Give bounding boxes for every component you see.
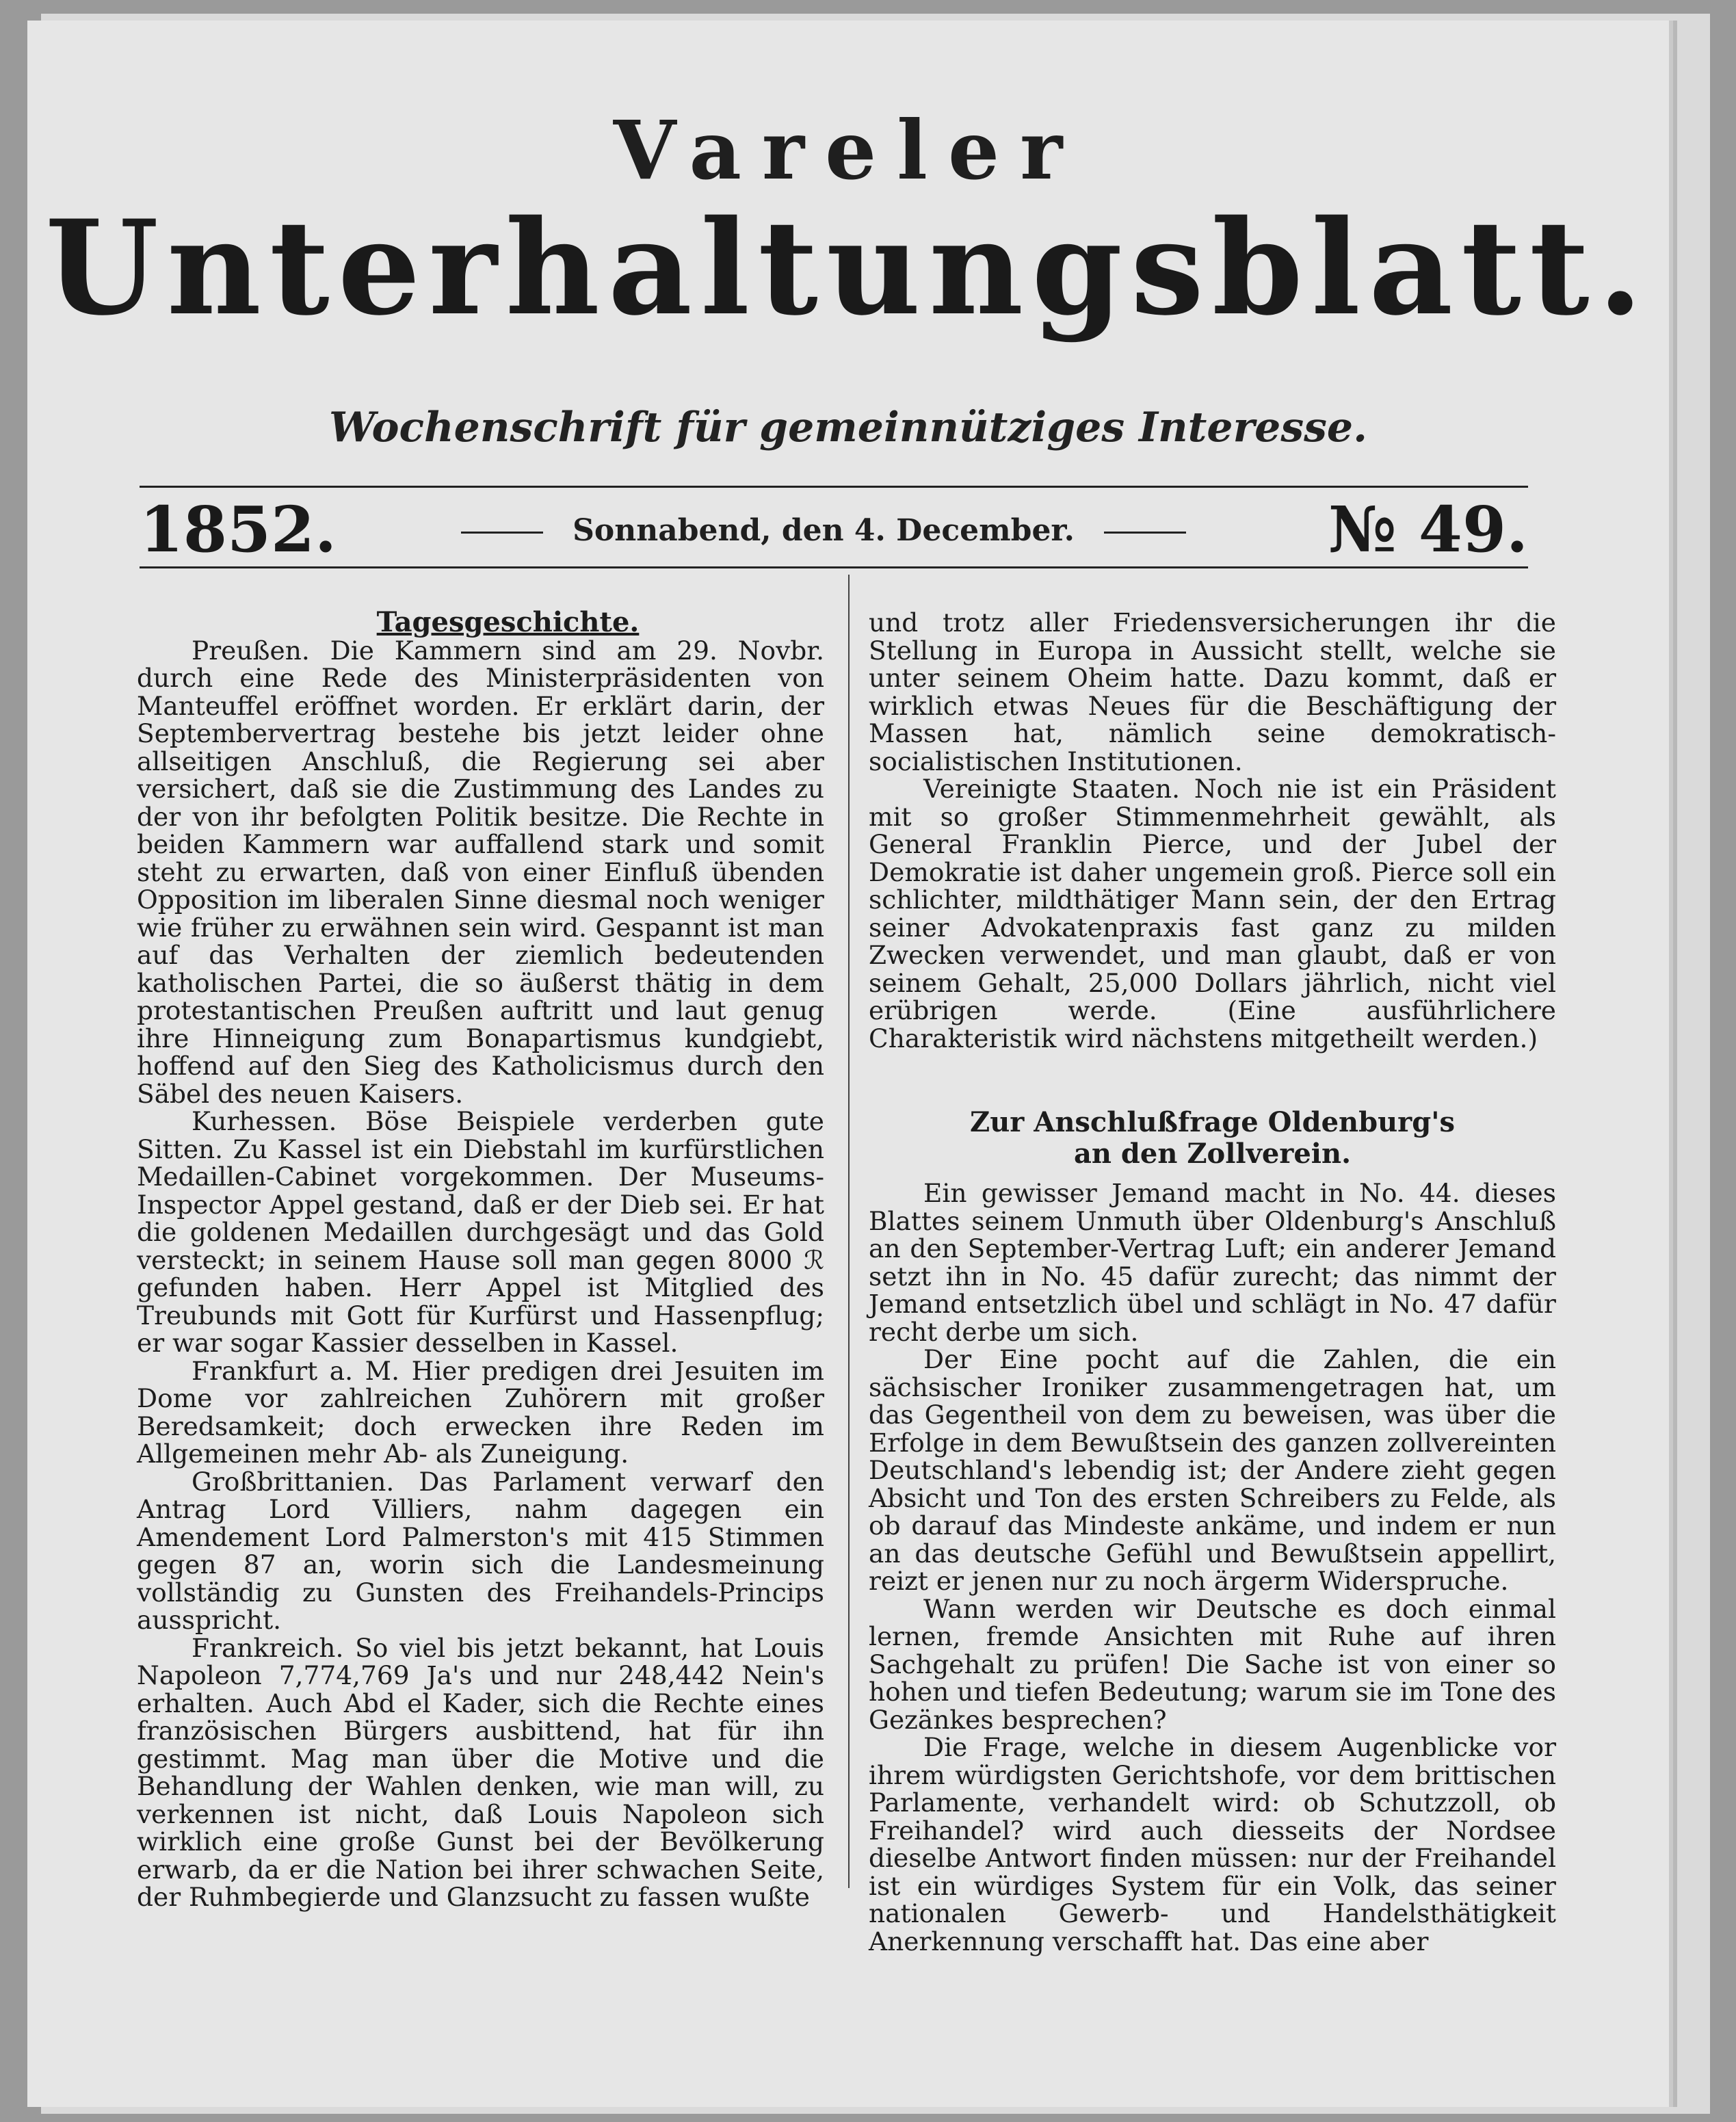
article-paragraph: Ein gewisser Jemand macht in No. 44. dieses Blattes seinem Unmuth über Oldenburg's Anschluß an den September-Vertrag Luft; ein anderer Jemand setzt ihn in No. 45 dafür zurecht; das nimmt der Jemand entsetzlich übel und schlägt in No. 47 dafür recht derbe um sich.: [869, 1178, 1556, 1347]
section-heading-line-1: Zur Anschlußfrage Oldenburg's: [970, 1106, 1455, 1138]
article-paragraph: Der Eine pocht auf die Zahlen, die ein sächsischer Ironiker zusammengetragen hat, um das Gegentheil von dem zu beweisen, was über die Erfolge in dem Bewußtsein des ganzen zollvereinten Deutschland's lebendig ist; der Andere zieht gegen Absicht und Ton des ersten Schreibers zu Felde, als ob darauf das Mindeste ankäme, und indem er nun an das deutsche Gefühl und Bewußtsein appellirt, reizt er jenen nur zu noch ärgerm Widerspruche.: [869, 1344, 1556, 1596]
masthead-title: Unterhaltungsblatt.: [45, 192, 1651, 344]
article-paragraph: Vereinigte Staaten. Noch nie ist ein Präsident mit so großer Stimmenmehrheit gewählt, als General Franklin Pierce, und der Jubel der Demokratie ist daher ungemein groß. Pierce soll ein schlichter, mildthätiger Mann sein, der den Ertrag seiner Advokatenpraxis fast ganz zu milden Zwecken verwendet, und man glaubt, daß er von seinem Gehalt, 25,000 Dollars jährlich, nicht viel erübrigen werde. (Eine ausführlichere Charakteristik wird nächstens mitgetheilt werden.): [869, 774, 1556, 1053]
column-divider: [848, 575, 850, 1888]
article-paragraph: und trotz aller Friedensversicherungen ihr die Stellung in Europa in Aussicht stellt, welche sie unter seinem Oheim hatte. Dazu kommt, daß er wirklich etwas Neues für die Beschäftigung der Massen hat, nämlich seine demokratisch-socialistischen Institutionen.: [869, 607, 1556, 776]
dateline-issue-number: № 49.: [1328, 493, 1528, 566]
dateline-date: Sonnabend, den 4. December.: [573, 513, 1075, 548]
masthead-subtitle: Wochenschrift für gemeinnütziges Interesse.: [329, 404, 1367, 451]
bottom-rule: [140, 566, 1528, 568]
section-heading-anschlussfrage: [869, 1107, 1556, 1170]
section-heading-tagesgeschichte: Tagesgeschichte.: [376, 606, 640, 638]
right-column: [869, 609, 1556, 1955]
dateline-ornament-right: [1104, 532, 1186, 534]
article-paragraph: Preußen. Die Kammern sind am 29. Novbr. durch eine Rede des Ministerpräsidenten von Manteuffel eröffnet worden. Er erklärt darin, der Septembervertrag bestehe bis jetzt leider ohne allseitigen Anschluß, die Regierung sei aber versichert, daß sie die Zustimmung des Landes zu der von ihr befolgten Politik besitze. Die Rechte in beiden Kammern war auffallend stark und somit steht zu erwarten, daß von einer Einfluß übenden Opposition im liberalen Sinne diesmal noch weniger wie früher zu erwähnen sein wird. Gespannt ist man auf das Verhalten der ziemlich bedeutenden katholischen Partei, die so äußerst thätig in dem protestantischen Preußen auftritt und laut genug ihre Hinneigung zum Bonapartismus kundgiebt, hoffend auf den Sieg des Katholicismus durch den Säbel des neuen Kaisers.: [137, 635, 824, 1109]
article-paragraph: Frankreich. So viel bis jetzt bekannt, hat Louis Napoleon 7,774,769 Ja's und nur 248,442 Nein's erhalten. Auch Abd el Kader, sich die Rechte eines französischen Bürgers ausbittend, hat für ihn gestimmt. Mag man über die Motive und die Behandlung der Wahlen denken, wie man will, zu verkennen ist nicht, daß Louis Napoleon sich wirklich eine große Gunst bei der Bevölkerung erwarb, da er die Nation bei ihrer schwachen Seite, der Ruhmbegierde und Glanzsucht zu fassen wußte: [137, 1632, 824, 1912]
masthead-small-title: Vareler: [613, 103, 1083, 198]
article-paragraph: Die Frage, welche in diesem Augenblicke vor ihrem würdigsten Gerichtshofe, vor dem brittischen Parlamente, verhandelt wird: ob Schutzzoll, ob Freihandel? wird auch diesseits der Nordsee dieselbe Antwort finden müssen: nur der Freihandel ist ein würdiges System für ein Volk, das seiner nationalen Gewerb- und Handelsthätigkeit Anerkennung verschafft hat. Das eine aber: [869, 1732, 1556, 1956]
article-paragraph: Wann werden wir Deutsche es doch einmal lernen, fremde Ansichten mit Ruhe auf ihren Sachgehalt zu prüfen! Die Sache ist von einer so hohen und tiefen Bedeutung; warum sie im Tone des Gezänkes besprechen?: [869, 1593, 1556, 1735]
newspaper-page: [27, 21, 1669, 2107]
article-paragraph: Frankfurt a. M. Hier predigen drei Jesuiten im Dome vor zahlreichen Zuhörern mit großer Beredsamkeit; doch erwecken ihre Reden im Allgemeinen mehr Ab- als Zuneigung.: [137, 1355, 824, 1469]
dateline: [140, 493, 1528, 564]
article-paragraph: Kurhessen. Böse Beispiele verderben gute Sitten. Zu Kassel ist ein Diebstahl im kurfürstlichen Medaillen-Cabinet vorgekommen. Der Museums-Inspector Appel gestand, daß er der Dieb sei. Er hat die goldenen Medaillen durchgesägt und das Gold versteckt; in seinem Hause soll man gegen 8000 ℛ gefunden haben. Herr Appel ist Mitglied des Treubunds mit Gott für Kurfürst und Hassenpflug; er war sogar Kassier desselben in Kassel.: [137, 1106, 824, 1358]
dateline-year: 1852.: [140, 493, 337, 566]
left-column: [137, 606, 824, 1912]
section-heading-line-2: an den Zollverein.: [1073, 1138, 1352, 1170]
article-paragraph: Großbrittanien. Das Parlament verwarf den Antrag Lord Villiers, nahm dagegen ein Amendement Lord Palmerston's mit 415 Stimmen gegen 87 an, worin sich die Landesmeinung vollständig zu Gunsten des Freihandels-Princips ausspricht.: [137, 1466, 824, 1635]
top-rule: [140, 486, 1528, 488]
